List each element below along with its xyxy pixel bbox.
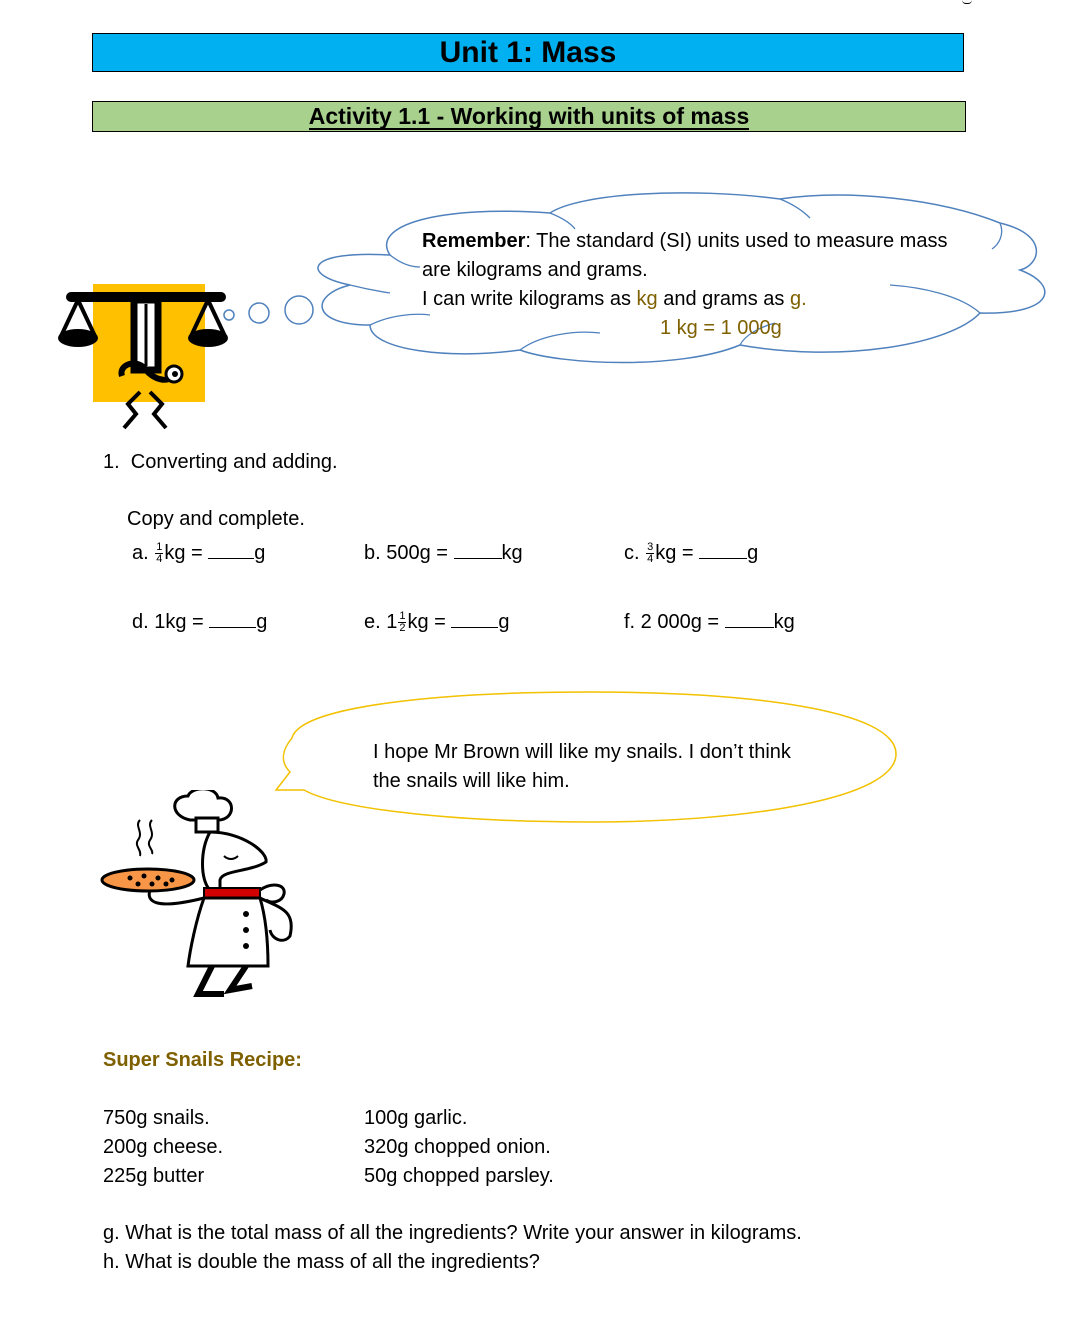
answer-blank-d[interactable] [209,609,256,628]
question-g: g. What is the total mass of all the ingredients? Write your answer in kilograms. [103,1222,802,1244]
recipe-column-2 [364,1104,554,1191]
exercise-a-unit: kg = [164,542,209,564]
exercise-e [364,608,510,637]
exercise-f-prefix: f. 2 000g = [624,611,725,633]
exercise-b-suffix: kg [501,542,523,564]
remember-line-3b: and grams as [657,288,790,310]
recipe-title: Super Snails Recipe: [103,1049,302,1071]
exercise-c-suffix: g [747,542,759,564]
exercise-a [132,539,265,568]
exercise-b [364,539,523,568]
answer-blank-b[interactable] [454,540,502,559]
chef-illustration [100,790,300,1000]
remember-text [422,227,947,343]
recipe-item: 320g chopped onion. [364,1136,551,1158]
exercise-c [624,539,758,568]
thought-bubble-medium [249,303,269,323]
exercise-e-prefix: e. 1 [364,611,398,633]
fraction-one-half: $\frac{1}{2}$ [399,610,406,635]
thought-bubble-large [285,296,313,324]
remember-line-1: : The standard (SI) units used to measure mass [525,230,948,252]
exercise-d-prefix: d. 1kg = [132,611,210,633]
kg-equation: 1 kg = 1 000g [660,317,782,339]
fraction-three-quarters: $\frac{3}{4}$ [647,541,654,566]
answer-blank-e[interactable] [451,609,498,628]
questions [103,1219,802,1277]
remember-line-2: are kilograms and grams. [422,259,648,281]
recipe-item: 225g butter [103,1165,205,1187]
exercise-a-suffix: g [254,542,266,564]
unit-title-bar [92,33,964,72]
recipe-item: 200g cheese. [103,1136,224,1158]
remember-line-3c: . [801,288,807,310]
speech-line-2: the snails will like him. [373,770,570,792]
answer-blank-a[interactable] [208,540,254,559]
exercise-f-suffix: kg [773,611,795,633]
exercise-b-prefix: b. 500g = [364,542,454,564]
activity-title-bar [92,101,966,132]
speech-text [373,738,791,796]
kg-symbol: kg [636,288,658,310]
scales-character-illustration [58,280,238,430]
recipe-item: 750g snails. [103,1107,210,1129]
question-h: h. What is double the mass of all the ingredients? [103,1251,540,1273]
page-corner-mark [962,0,972,4]
remember-line-3a: I can write kilograms as [422,288,637,310]
fraction-one-quarter: $\frac{1}{4}$ [156,541,163,566]
exercise-e-unit: kg = [407,611,452,633]
speech-line-1: I hope Mr Brown will like my snails. I don’t think [373,741,791,763]
exercise-c-unit: kg = [655,542,700,564]
answer-blank-c[interactable] [699,540,747,559]
recipe-column-1 [103,1104,223,1191]
exercise-c-prefix: c. [624,542,646,564]
exercise-d [132,608,267,637]
exercise-d-suffix: g [256,611,268,633]
recipe-item: 50g chopped parsley. [364,1165,554,1187]
exercise-a-prefix: a. [132,542,155,564]
exercise-e-suffix: g [498,611,510,633]
section-1-heading: 1. Converting and adding. [103,451,338,473]
copy-complete-instruction: Copy and complete. [127,508,305,530]
answer-blank-f[interactable] [725,609,774,628]
unit-title: Unit 1: Mass [439,35,617,69]
recipe-item: 100g garlic. [364,1107,468,1129]
activity-title: Activity 1.1 - Working with units of mass [308,102,750,129]
remember-label: Remember [422,230,526,252]
g-symbol: g [789,288,802,310]
exercise-f [624,608,795,637]
